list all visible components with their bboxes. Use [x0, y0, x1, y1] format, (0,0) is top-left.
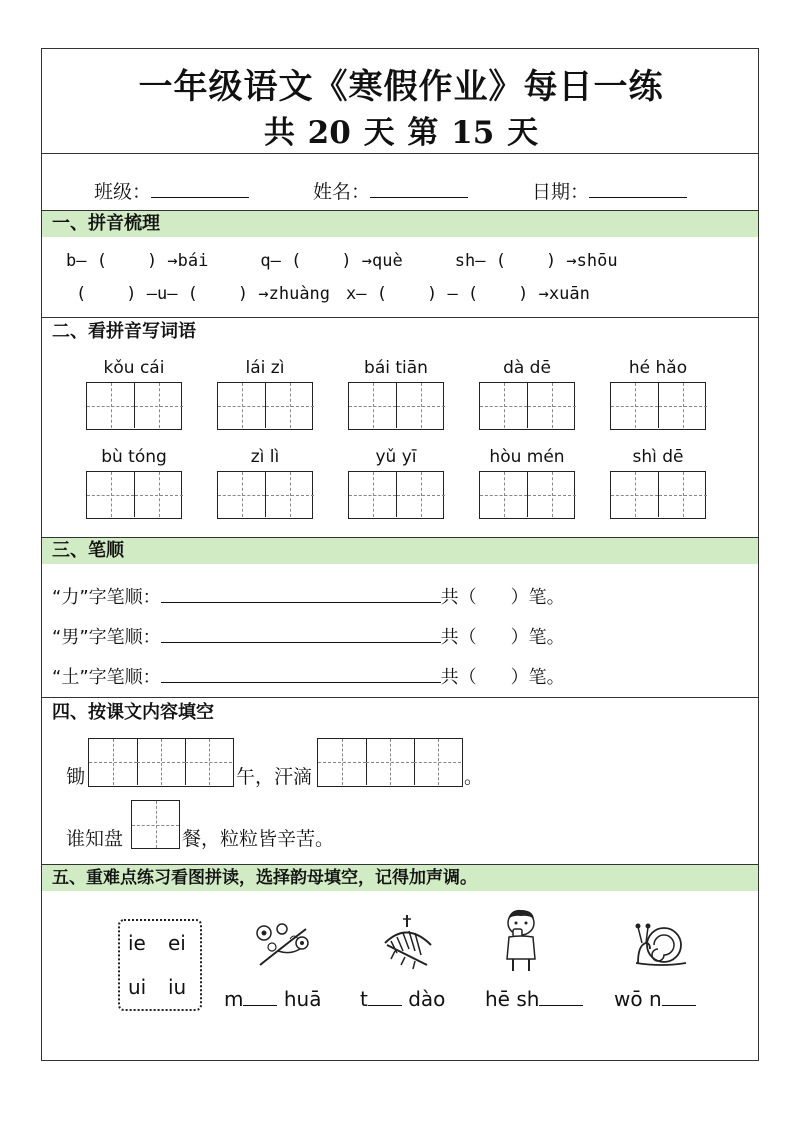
section2-title: 二、看拼音写词语 [52, 321, 196, 342]
writing-grid[interactable] [86, 382, 182, 430]
poem-text: 餐，粒粒皆辛苦。 [182, 828, 335, 850]
stroke-count-close: ）笔。 [510, 667, 565, 688]
divider [42, 153, 758, 154]
stroke-blank[interactable] [161, 624, 441, 643]
answer-blank[interactable] [243, 989, 277, 1006]
pinyin-label: hòu mén [489, 447, 565, 467]
stroke-blank[interactable] [161, 664, 441, 683]
writing-grid[interactable] [217, 471, 313, 519]
flower-branch-icon [250, 919, 314, 969]
pinyin-label: dà dē [503, 358, 551, 378]
pinyin-label: hé hǎo [628, 358, 688, 378]
py-item: x— ( [346, 284, 387, 304]
pinyin-label: bù tóng [101, 447, 167, 467]
date-blank[interactable] [589, 179, 687, 198]
stroke-count-close: ）笔。 [510, 587, 565, 608]
pinyin-label: yǔ yī [375, 447, 417, 467]
writing-grid[interactable] [217, 382, 313, 430]
class-field [94, 177, 249, 204]
snail-icon [632, 917, 690, 971]
pinyin-part: hē sh [485, 987, 540, 1011]
pinyin-part: m [224, 987, 244, 1011]
stroke-label: “土”字笔顺： [52, 667, 161, 688]
stroke-count-open: 共（ [440, 627, 477, 648]
worksheet [41, 48, 759, 1061]
date-label: 日期： [532, 181, 590, 203]
pinyin-question [224, 987, 321, 1011]
pinyin-part: huā [283, 987, 322, 1011]
name-blank[interactable] [370, 179, 468, 198]
stroke-row [52, 623, 565, 649]
pinyin-label: lái zì [245, 358, 285, 378]
poem-text: 锄 [66, 766, 86, 788]
page-title: 一年级语文《寒假作业》每日一练 [138, 67, 664, 107]
writing-grid[interactable] [479, 471, 575, 519]
py-item: ( [76, 284, 87, 304]
vowel-option: ei [168, 931, 186, 955]
vowel-options-box [118, 919, 202, 1011]
py-item: b— ( [66, 251, 107, 271]
writing-grid[interactable] [610, 471, 706, 519]
pinyin-question [360, 987, 445, 1011]
writing-grid[interactable] [348, 382, 444, 430]
pinyin-part: t [360, 987, 368, 1011]
section4-title: 四、按课文内容填空 [52, 702, 214, 723]
writing-grid[interactable] [479, 382, 575, 430]
py-item: q— ( [260, 251, 302, 271]
stroke-label: “男”字笔顺： [52, 627, 161, 648]
pinyin-label: bái tiān [364, 358, 428, 378]
pinyin-row1 [66, 251, 618, 271]
py-item: ) →què [341, 251, 403, 271]
vowel-option: ie [128, 931, 146, 955]
section3-title: 三、笔顺 [52, 540, 124, 561]
fill-grid[interactable] [317, 738, 463, 787]
pinyin-label: zì lì [250, 447, 280, 467]
answer-blank[interactable] [539, 989, 583, 1006]
py-item: ) →zhuàng [237, 284, 331, 304]
vowel-option: ui [128, 975, 147, 999]
class-blank[interactable] [151, 179, 249, 198]
pinyin-question [485, 987, 583, 1011]
poem-text: 。 [464, 766, 484, 788]
section1-title: 一、拼音梳理 [52, 213, 160, 234]
pinyin-label: kǒu cái [103, 358, 165, 378]
py-item: sh— ( [454, 251, 506, 271]
page-subtitle: 共 20 天 第 15 天 [263, 115, 539, 151]
boy-drinking-icon [499, 907, 545, 973]
class-label: 班级： [94, 181, 152, 203]
divider [42, 697, 758, 698]
stroke-count-open: 共（ [440, 587, 477, 608]
pinyin-part: wō n [614, 987, 662, 1011]
fill-grid[interactable] [131, 800, 180, 849]
date-field [532, 177, 687, 204]
pinyin-label: shì dē [632, 447, 684, 467]
stroke-count-close: ）笔。 [510, 627, 565, 648]
writing-grid[interactable] [86, 471, 182, 519]
writing-grid[interactable] [348, 471, 444, 519]
answer-blank[interactable] [662, 989, 696, 1006]
stroke-blank[interactable] [161, 584, 441, 603]
pinyin-question [614, 987, 696, 1011]
writing-grid[interactable] [610, 382, 706, 430]
pinyin-row2 [76, 284, 590, 304]
py-item: ) →bái [146, 251, 209, 271]
stroke-row [52, 663, 565, 689]
fill-grid[interactable] [88, 738, 234, 787]
name-field [313, 177, 468, 204]
py-item: ) →xuān [518, 284, 590, 304]
divider [42, 317, 758, 318]
poem-text: 午，汗滴 [236, 766, 313, 788]
stroke-label: “力”字笔顺： [52, 587, 161, 608]
answer-blank[interactable] [368, 989, 402, 1006]
vowel-option: iu [168, 975, 187, 999]
py-item: ) —u— ( [126, 284, 198, 304]
poem-text: 谁知盘 [66, 828, 124, 850]
section3-header [42, 538, 758, 564]
pinyin-part: dào [408, 987, 446, 1011]
name-label: 姓名： [313, 181, 371, 203]
stroke-row [52, 583, 565, 609]
stroke-count-open: 共（ [440, 667, 477, 688]
py-item: ) →shōu [545, 251, 618, 271]
rice-stalk-icon [377, 913, 437, 971]
py-item: ) — ( [426, 284, 479, 304]
section5-title: 五、重难点练习看图拼读，选择韵母填空，记得加声调。 [52, 868, 477, 888]
